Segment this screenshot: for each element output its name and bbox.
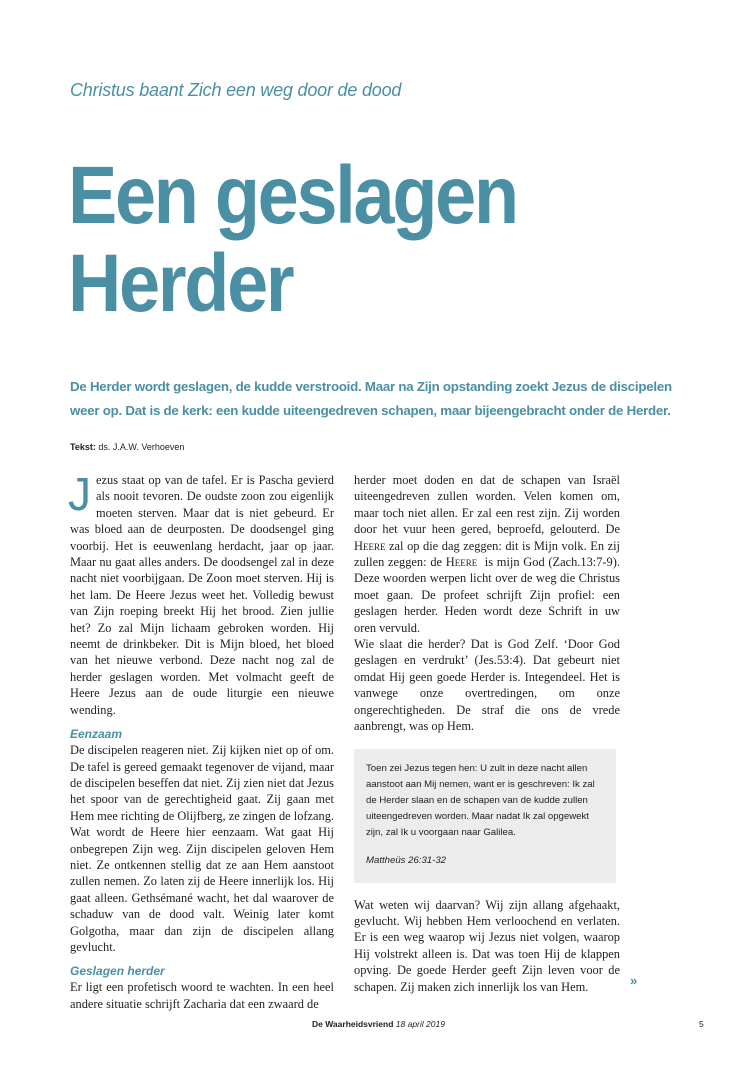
- paragraph-wat-weten-wij: Wat weten wij daarvan? Wij zijn allang afgehaakt, gevlucht. Wij hebben Hem verloochend en verlaten. Er is een weg waarop wij Jezus niet volgen, waarop Hij volstrekt alleen is. Dat was toen Hij de klappen opving. De goede Herder geeft Zijn leven voor de schapen. Zij maken zich innerlijk los van Hem.: [354, 897, 620, 994]
- paragraph-geslagen-herder: Er ligt een profetisch woord te wachten. In een heel andere situatie schrijft Zacharia dat een zwaard de: [70, 980, 334, 1011]
- paragraph-wie-slaat: Wie slaat die herder? Dat is God Zelf. ‘Door God geslagen en verdrukt’ (Jes.53:4). Dat gebeurt niet omdat Hij geen goede Herder is. Integendeel. Het is vanwege onze overtredingen, om onze ongerechtigheden. De straf die ons de vrede aanbrengt, was op Hem.: [354, 637, 620, 734]
- drop-cap: J: [68, 468, 91, 520]
- column-right: [354, 472, 620, 995]
- paragraph-intro: [68, 468, 334, 718]
- quote-text: Toen zei Jezus tegen hen: U zult in deze nacht allen aanstoot aan Mij nemen, want er is geschreven: Ik zal de Herder slaan en de schapen van de kudde zullen uiteengedreven worden. Maar nadat Ik zal opgewekt zijn, zal Ik u voorgaan naar Galilea.: [366, 762, 595, 838]
- issue-date: 18 april 2019: [395, 1019, 445, 1029]
- byline-label: Tekst:: [70, 442, 96, 452]
- subhead-geslagen-herder: Geslagen herder: [70, 964, 165, 979]
- byline-author: ds. J.A.W. Verhoeven: [98, 442, 185, 452]
- article-title: [68, 152, 517, 328]
- heere-small-caps-2: Heere: [445, 555, 478, 570]
- article-lead: De Herder wordt geslagen, de kudde verstrooid. Maar na Zijn opstanding zoekt Jezus de discipelen weer op. Dat is de kerk: een kudde uiteengedreven schapen, maar bijeengebracht onder de Herder.: [70, 379, 672, 418]
- article-kicker: Christus baant Zich een weg door de dood: [70, 80, 402, 100]
- paragraph-zacharia: [354, 472, 620, 636]
- quote-reference: Mattheüs 26:31-32: [366, 854, 447, 866]
- paragraph-zacharia-part-2: zal op die dag zeggen: dit is Mijn volk. En zij zullen zeggen: de: [354, 538, 620, 570]
- paragraph-zacharia-part-1: herder moet doden en dat de schapen van Israël uiteengedreven zullen worden. Velen komen om, maar toch niet allen. Er zal een rest zijn. Zij worden door het vuur heen gered, beproefd, gelouterd. De: [354, 473, 620, 537]
- heere-small-caps-1: Heere: [354, 538, 386, 553]
- column-left: [68, 468, 335, 1012]
- paragraph-eenzaam: De discipelen reageren niet. Zij kijken niet op of om. De tafel is gereed gemaakt tegenover de vijand, maar de discipelen beseffen dat niet. Zij zien niet dat Jezus het spoor van de gerechtigheid gaat. Zij gaan met Hem mee richting de Olijfberg, ze zingen de lofzang. Wat wordt de Heere hier eenzaam. Wat gaat Hij onbegrepen Zijn weg. Zijn discipelen geloven Hem niet. Ze ontkennen stellig dat ze aan Hem aanstoot zullen nemen. Zo laten zij de Heere innerlijk los. Hij gaat alleen. Gethsémané wacht, het dal waarover de schaduw van de dood valt. Weinig later komt Golgotha, maar dan zijn de discipelen allang gevlucht.: [70, 743, 335, 954]
- subhead-eenzaam: Eenzaam: [70, 727, 123, 742]
- continue-arrow-icon: »: [630, 973, 638, 988]
- byline: [70, 442, 184, 452]
- footer-magazine: [312, 1019, 445, 1029]
- scripture-quote-box: [354, 749, 616, 883]
- title-line-1: Een geslagen: [68, 150, 517, 241]
- paragraph-zacharia-part-3: is mijn God (Zach.13:7-9). Deze woorden werpen licht over de weg die Christus moet gaan. De profeet schrijft Zijn profiel: een geslagen herder. Heden wordt deze Schrift in uw oren vervuld.: [354, 555, 620, 635]
- paragraph-intro-text: ezus staat op van de tafel. Er is Pascha gevierd als nooit tevoren. De oudste zoon zou eigenlijk moeten sterven. Maar dat is niet gebeurd. Er was bloed aan de deurposten. De doodsengel ging voorbij. Het is eeuwenlang herdacht, jaar op jaar. Maar nu gaat alles anders. De doodsengel zal in deze nacht niet voorbijgaan. De Zoon moet sterven. Hij is het lam. De Heere Jezus weet het. Volledig bewust van Zijn roeping breekt Hij het brood. Zien jullie het? Zo zal Mijn lichaam gebroken worden. Hij neemt de drinkbeker. Dit is Mijn bloed, het bloed van het nieuwe verbond. Deze nacht nog zal de herder geslagen worden. Met volmacht geeft de Heere Jezus aan de oude liturgie een nieuwe wending.: [70, 473, 334, 717]
- page-number: 5: [699, 1019, 704, 1029]
- magazine-name: De Waarheidsvriend: [312, 1019, 394, 1029]
- title-line-2: Herder: [68, 238, 293, 329]
